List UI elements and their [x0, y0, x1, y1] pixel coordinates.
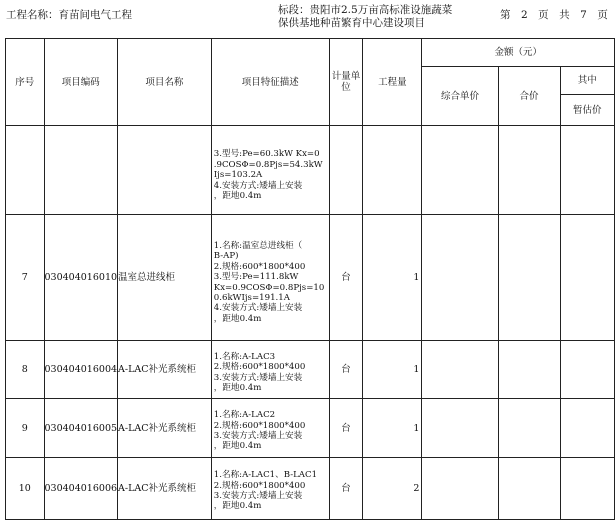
row-qty: 2	[363, 458, 422, 520]
col-header-name: 项目名称	[118, 39, 212, 126]
row-unit	[329, 126, 363, 215]
table-row	[6, 458, 615, 520]
row-seq: 9	[6, 399, 45, 458]
col-header-desc: 项目特征描述	[211, 39, 329, 126]
col-header-of-which: 其中	[560, 67, 614, 95]
row-unit-price	[422, 215, 498, 341]
row-desc	[211, 458, 329, 520]
row-seq: 10	[6, 458, 45, 520]
row-name	[118, 126, 212, 215]
row-unit-price	[422, 126, 498, 215]
col-header-amount: 金额（元）	[422, 39, 615, 67]
row-provisional	[560, 215, 614, 341]
row-name: A-LAC补光系统柜	[118, 399, 212, 458]
col-header-unit: 计量单位	[329, 39, 363, 126]
desc-line: ，距地0.4m	[213, 441, 262, 452]
row-unit: 台	[329, 215, 363, 341]
row-desc	[211, 341, 329, 399]
table-row	[6, 341, 615, 399]
desc-line: 2.规格:600*1800*400	[213, 261, 306, 272]
row-unit: 台	[329, 341, 363, 399]
desc-line: 3.型号:Pe=60.3kW Kx=0	[213, 149, 320, 160]
desc-line: 1.名称:温室总进线柜（	[213, 240, 303, 251]
row-provisional	[560, 399, 614, 458]
desc-line: 2.规格:600*1800*400	[213, 362, 306, 373]
row-total	[498, 341, 560, 399]
row-unit-price	[422, 399, 498, 458]
col-header-provisional: 暂估价	[560, 95, 614, 126]
row-desc	[211, 215, 329, 341]
table-row	[6, 399, 615, 458]
desc-line: Ijs=103.2A	[213, 170, 263, 181]
row-desc	[211, 399, 329, 458]
row-unit: 台	[329, 399, 363, 458]
row-total	[498, 399, 560, 458]
desc-line: 3.型号:Pe=111.8kW	[213, 272, 299, 283]
row-seq: 8	[6, 341, 45, 399]
row-provisional	[560, 458, 614, 520]
desc-line: 3.安装方式:矮墙上安装	[213, 491, 303, 501]
row-total	[498, 215, 560, 341]
row-seq: 7	[6, 215, 45, 341]
col-header-total: 合价	[498, 67, 560, 126]
row-total	[498, 126, 560, 215]
desc-line: 1.名称:A-LAC1、B-LAC1	[213, 470, 318, 481]
bill-of-quantities-table	[5, 38, 615, 520]
row-qty: 1	[363, 215, 422, 341]
page-info: 第 2 页 共 7 页	[500, 9, 608, 21]
section-line-1: 标段：贵阳市2.5万亩高标准设施蔬菜	[278, 4, 453, 16]
desc-line: 1.名称:A-LAC3	[213, 351, 276, 362]
table-row	[6, 126, 615, 215]
row-seq	[6, 126, 45, 215]
desc-line: 4.安装方式:矮墙上安装	[213, 303, 303, 314]
project-name: 工程名称：育苗间电气工程	[6, 9, 132, 21]
row-name: A-LAC补光系统柜	[118, 458, 212, 520]
col-header-seq: 序号	[6, 39, 45, 126]
desc-line: B-AP)	[213, 251, 239, 262]
row-qty	[363, 126, 422, 215]
row-code: 030404016006	[44, 458, 118, 520]
row-name: 温室总进线柜	[118, 215, 212, 341]
row-qty: 1	[363, 341, 422, 399]
row-provisional	[560, 341, 614, 399]
table-row	[6, 215, 615, 341]
desc-line: Kx=0.9COSΦ=0.8Pjs=10	[213, 282, 325, 293]
row-desc	[211, 126, 329, 215]
desc-line: ，距地0.4m	[213, 191, 262, 202]
col-header-unit-price: 综合单价	[422, 67, 498, 126]
row-code: 030404016005	[44, 399, 118, 458]
row-code: 030404016004	[44, 341, 118, 399]
desc-line: ，距地0.4m	[213, 382, 262, 393]
section-line-2: 保供基地种苗繁育中心建设项目	[278, 17, 425, 29]
row-unit-price	[422, 341, 498, 399]
desc-line: ，距地0.4m	[213, 501, 262, 512]
desc-line: ，距地0.4m	[213, 313, 262, 324]
col-header-qty: 工程量	[363, 39, 422, 126]
row-code: 030404016010	[44, 215, 118, 341]
row-total	[498, 458, 560, 520]
desc-line: 0.6kWIjs=191.1A	[213, 292, 290, 303]
row-unit: 台	[329, 458, 363, 520]
desc-line: 4.安装方式:矮墙上安装	[213, 180, 303, 191]
row-qty: 1	[363, 399, 422, 458]
col-header-code: 项目编码	[44, 39, 118, 126]
desc-line: .9COSΦ=0.8Pjs=54.3kW	[213, 159, 323, 170]
desc-line: 2.规格:600*1800*400	[213, 480, 306, 491]
desc-line: 3.安装方式:矮墙上安装	[213, 372, 303, 383]
desc-line: 2.规格:600*1800*400	[213, 420, 306, 431]
row-provisional	[560, 126, 614, 215]
desc-line: 3.安装方式:矮墙上安装	[213, 431, 303, 441]
row-code	[44, 126, 118, 215]
desc-line: 1.名称:A-LAC2	[213, 410, 276, 421]
row-unit-price	[422, 458, 498, 520]
row-name: A-LAC补光系统柜	[118, 341, 212, 399]
